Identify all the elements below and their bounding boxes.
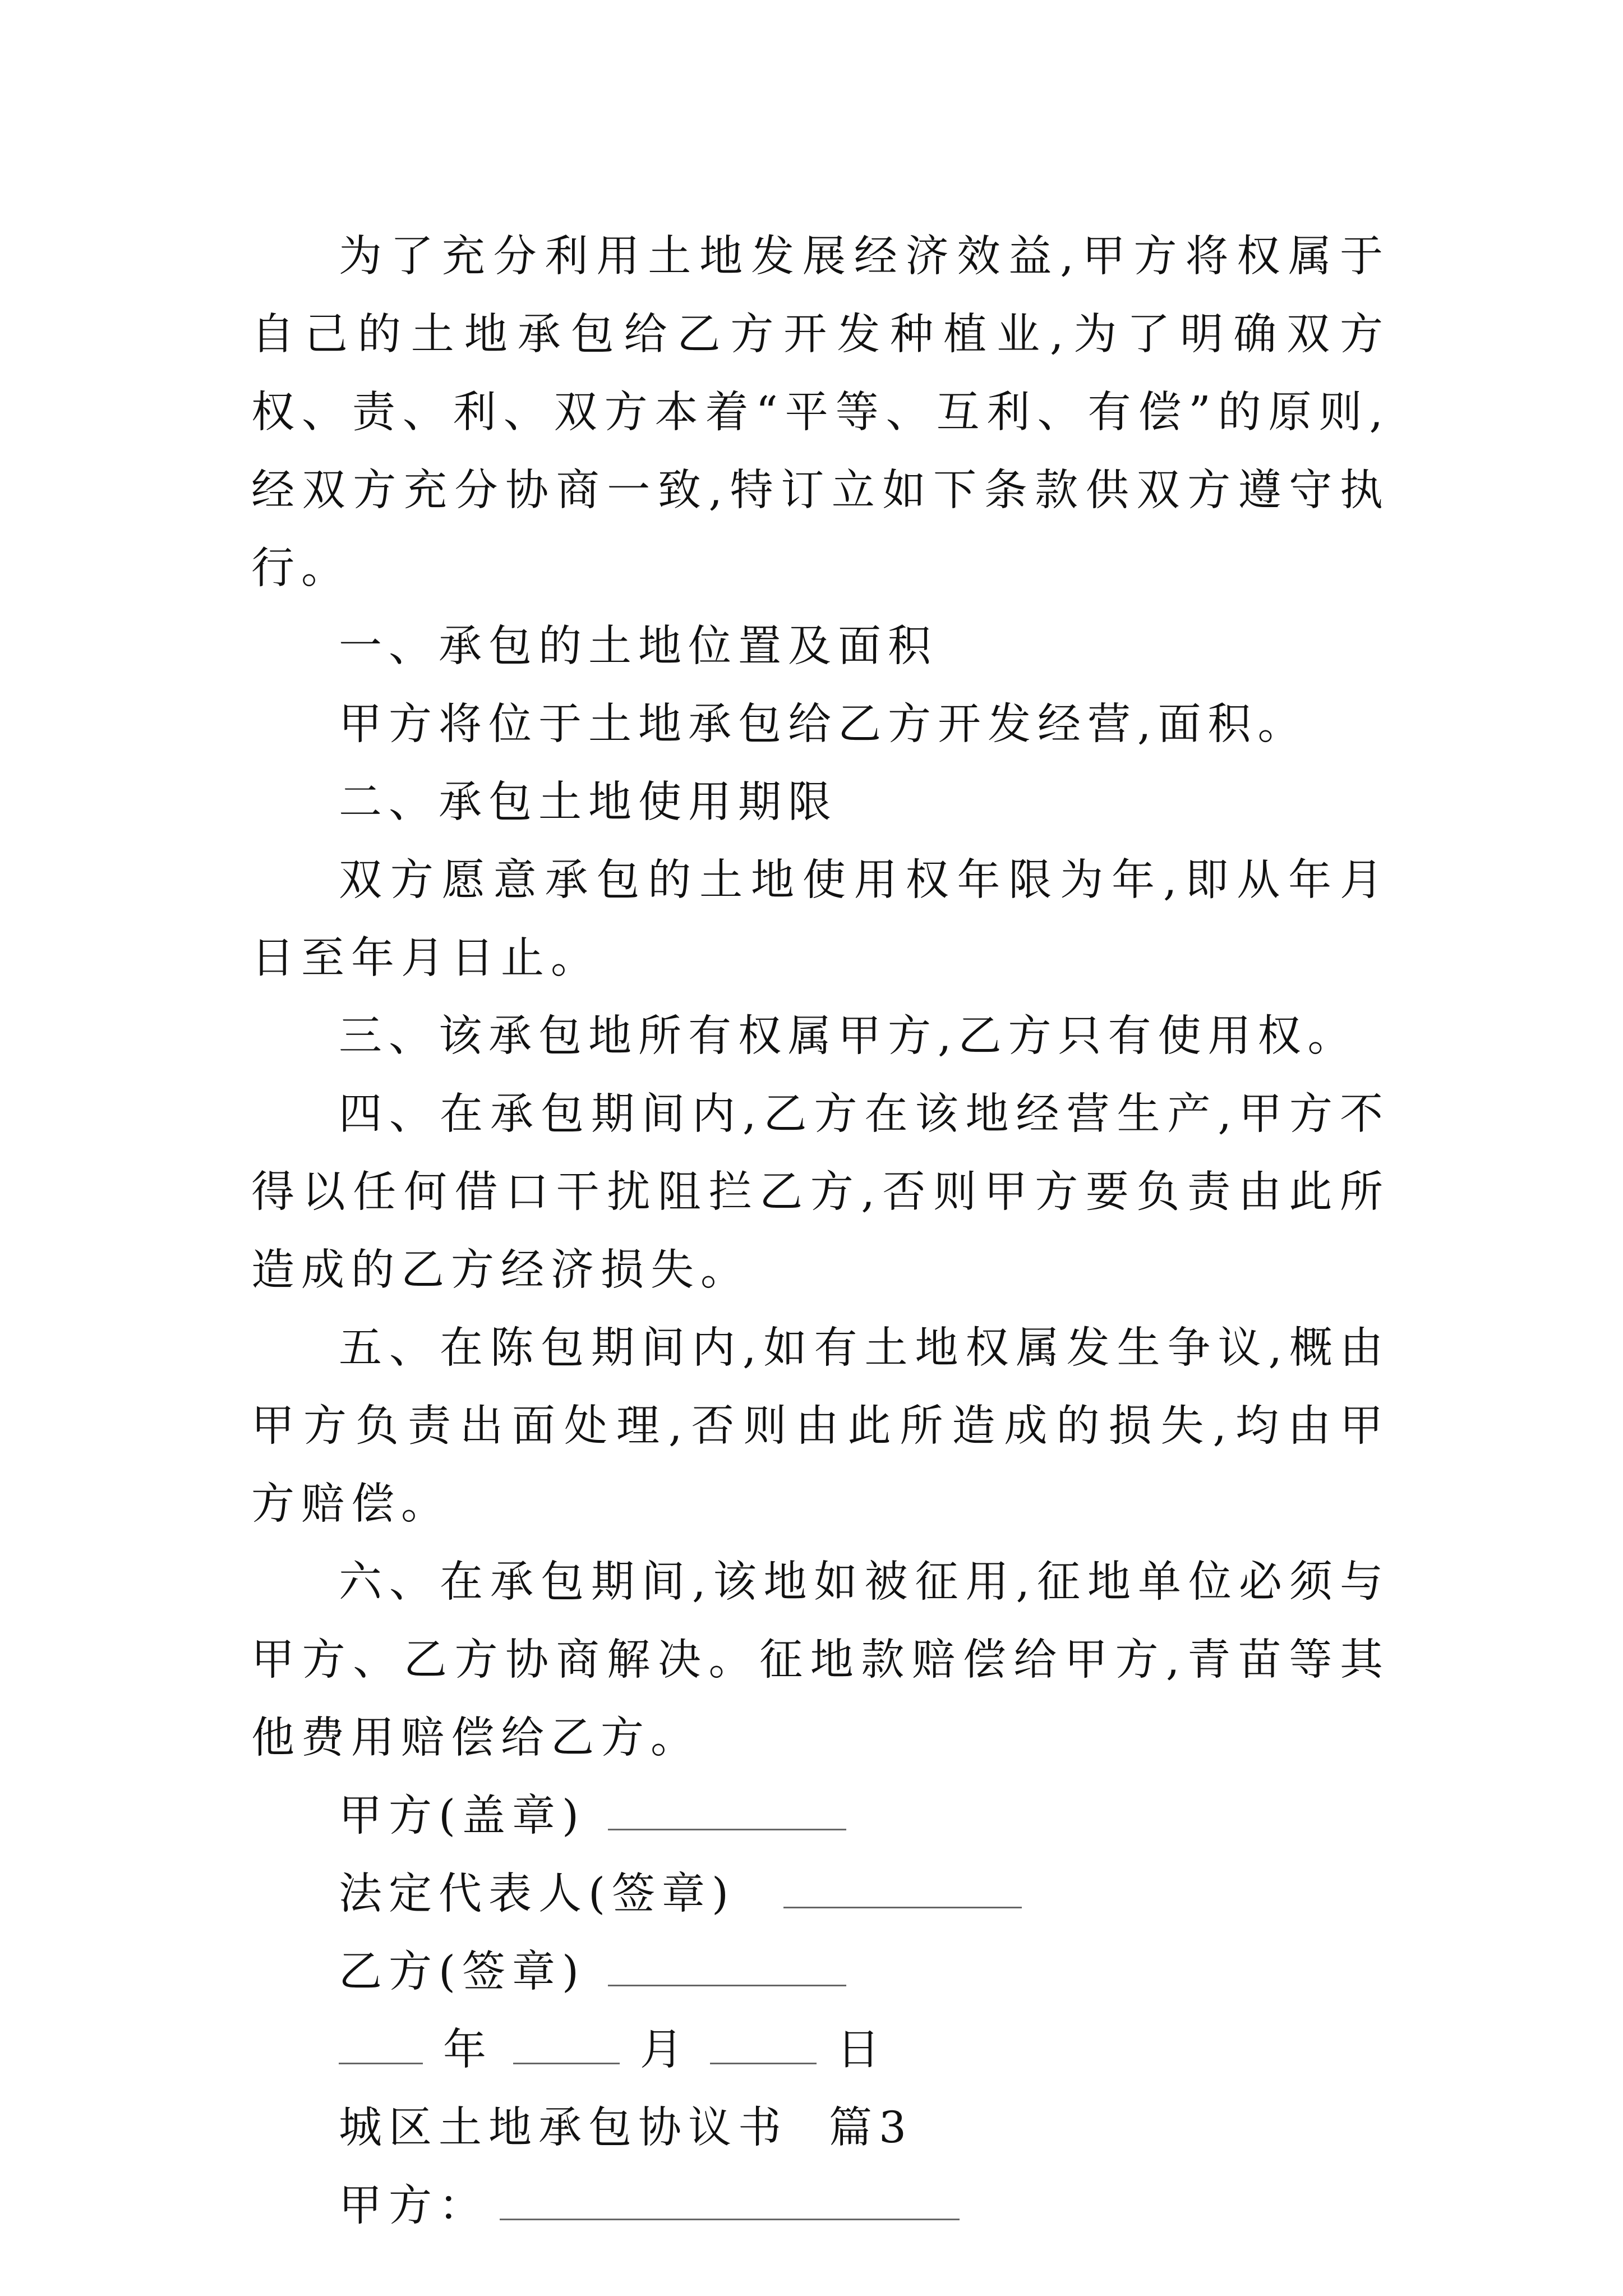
- document-body: [251, 218, 1390, 2245]
- clause-4: 四、在承包期间内,乙方在该地经营生产,甲方不得以任何借口干扰阻拦乙方,否则甲方要负责由此所造成的乙方经济损失。: [251, 1089, 1390, 1295]
- signature-legal-rep-label: 法定代表人(签章): [339, 1869, 736, 1919]
- next-section-title: 城区土地承包协议书 篇3: [339, 2103, 913, 2153]
- signature-legal-rep: [251, 1855, 1390, 1933]
- signature-party-a: [251, 1777, 1390, 1855]
- date-month-blank: [513, 2029, 620, 2064]
- signature-party-a-label: 甲方(盖章): [339, 1791, 586, 1841]
- section-heading-1: 一、承包的土地位置及面积: [339, 622, 938, 671]
- next-party-a-blank: [500, 2185, 960, 2220]
- date-month-label: 月: [640, 2025, 690, 2075]
- date-year-label: 年: [443, 2025, 493, 2075]
- clause-6: 六、在承包期间,该地如被征用,征地单位必须与甲方、乙方协商解决。征地款赔偿给甲方,青苗等其他费用赔偿给乙方。: [251, 1557, 1390, 1763]
- date-day-label: 日: [837, 2025, 887, 2075]
- next-party-a: [251, 2167, 1390, 2245]
- date-day-blank: [710, 2029, 817, 2064]
- clause-5: 五、在陈包期间内,如有土地权属发生争议,概由甲方负责出面处理,否则由此所造成的损失,均由甲方赔偿。: [251, 1323, 1390, 1529]
- signature-party-b-label: 乙方(签章): [339, 1947, 586, 1997]
- date-year-blank: [339, 2029, 423, 2064]
- section-heading-2: 二、承包土地使用期限: [339, 777, 838, 827]
- paragraph-intro: 为了充分利用土地发展经济效益,甲方将权属于自己的土地承包给乙方开发种植业,为了明确双方权、责、利、双方本着“平等、互利、有偿”的原则,经双方充分协商一致,特订立如下条款供双方遵守执行。: [251, 232, 1390, 593]
- date-line: [251, 2011, 1390, 2089]
- signature-legal-rep-blank: [783, 1873, 1022, 1908]
- clause-3: 三、该承包地所有权属甲方,乙方只有使用权。: [339, 1011, 1358, 1061]
- paragraph-2: 双方愿意承包的土地使用权年限为年,即从年月日至年月日止。: [251, 855, 1390, 983]
- signature-party-b-blank: [608, 1951, 846, 1986]
- signature-party-b: [251, 1933, 1390, 2011]
- next-party-a-label: 甲方：: [339, 2181, 488, 2231]
- signature-party-a-blank: [608, 1795, 846, 1830]
- paragraph-1: 甲方将位于土地承包给乙方开发经营,面积。: [339, 700, 1308, 749]
